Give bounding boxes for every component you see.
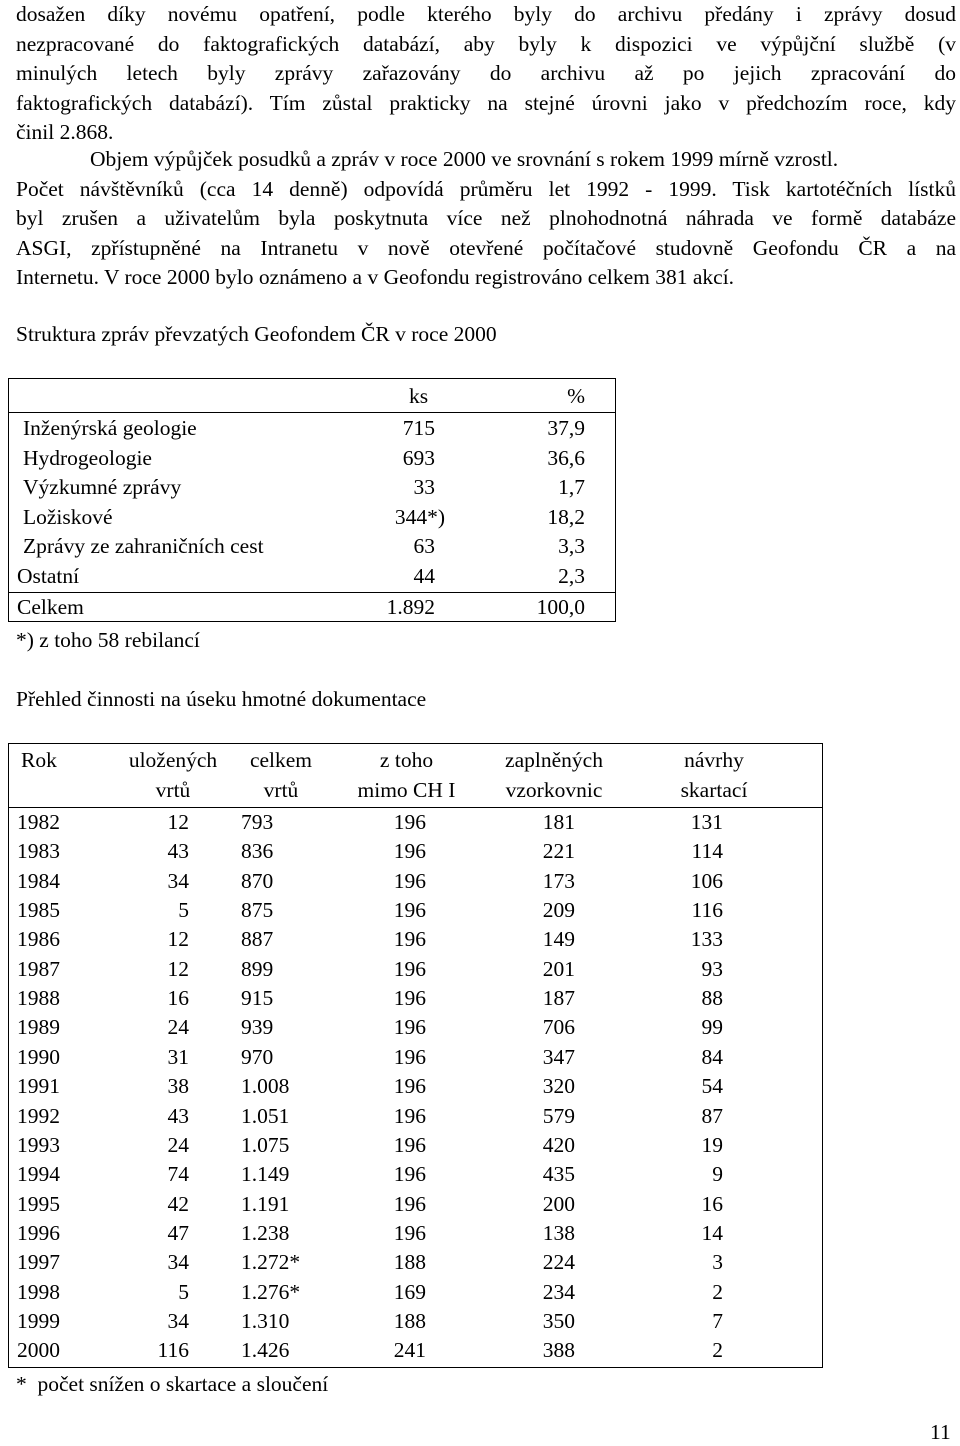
cell-filled: 200	[542, 1191, 575, 1216]
column-header-year: Rok	[21, 748, 57, 772]
cell-filled: 388	[542, 1338, 575, 1363]
cell-total: 836	[241, 839, 274, 864]
cell-year: 1992	[17, 1103, 60, 1128]
cell-year: 1986	[17, 927, 60, 952]
cell-stored: 47	[167, 1220, 189, 1245]
table-row	[9, 1336, 822, 1365]
cell-year: 1996	[17, 1220, 60, 1245]
cell-of-which: 196	[393, 1074, 426, 1099]
row-ks: 344*)	[394, 504, 445, 529]
table-row	[9, 1278, 822, 1307]
table-divider	[9, 412, 615, 413]
cell-year: 1985	[17, 898, 60, 923]
cell-year: 1990	[17, 1044, 60, 1069]
cell-year: 2000	[17, 1338, 60, 1363]
cell-stored: 116	[157, 1338, 189, 1363]
row-name: Ložiskové	[23, 504, 113, 529]
cell-of-which: 196	[393, 1015, 426, 1040]
cell-discard: 54	[701, 1074, 723, 1099]
cell-total: 875	[241, 898, 274, 923]
table-row	[9, 1013, 822, 1042]
cell-year: 1984	[17, 868, 60, 893]
cell-filled: 234	[542, 1279, 575, 1304]
row-name: Ostatní	[17, 563, 80, 588]
cell-discard: 14	[701, 1220, 723, 1245]
column-header-filled: zaplněných	[505, 748, 603, 772]
table1-footnote: *) z toho 58 rebilancí	[16, 628, 200, 652]
cell-filled: 706	[542, 1015, 575, 1040]
cell-year: 1995	[17, 1191, 60, 1216]
cell-discard: 2	[712, 1338, 723, 1363]
column-header-of-which: z toho	[379, 748, 434, 772]
table2-title: Přehled činnosti na úseku hmotné dokumentace	[16, 687, 427, 711]
cell-filled: 221	[542, 839, 575, 864]
cell-total: 1.426	[241, 1338, 290, 1363]
cell-filled: 187	[542, 986, 575, 1011]
cell-of-which: 196	[393, 1191, 426, 1216]
row-ks: 63	[413, 534, 435, 558]
cell-of-which: 196	[393, 986, 426, 1011]
total-name: Celkem	[17, 595, 84, 619]
cell-discard: 2	[712, 1279, 723, 1304]
cell-of-which: 196	[393, 1132, 426, 1157]
table-row	[9, 837, 822, 866]
column-header-of-which-2: mimo CH I	[357, 777, 456, 802]
table-row	[9, 1131, 822, 1160]
table-row	[9, 867, 822, 896]
table-row	[9, 1102, 822, 1131]
table-row	[9, 1307, 822, 1336]
table-row	[9, 1190, 822, 1219]
row-ks: 715	[402, 416, 435, 440]
table1-title: Struktura zpráv převzatých Geofondem ČR v roce 2000	[16, 322, 497, 346]
paragraph-line: minulých letech byly zprávy zařazovány do archivu až po jejich zpracování do	[16, 61, 956, 85]
cell-year: 1988	[17, 986, 60, 1011]
column-header-discard: návrhy	[684, 748, 744, 772]
cell-total: 870	[241, 868, 274, 893]
paragraph-loans	[16, 145, 956, 293]
cell-of-which: 196	[393, 810, 426, 834]
cell-discard: 88	[701, 986, 723, 1011]
cell-discard: 7	[712, 1308, 723, 1333]
cell-stored: 34	[167, 868, 189, 893]
paragraph-line: byl zrušen a uživatelům byla poskytnuta více než plnohodnotná náhrada ve formě databáze	[16, 206, 956, 230]
cell-stored: 31	[167, 1044, 189, 1069]
table-row	[9, 444, 615, 473]
cell-year: 1983	[17, 839, 60, 864]
table-row	[9, 1072, 822, 1101]
paragraph-line: Internetu. V roce 2000 bylo oznámeno a v Geofondu registrováno celkem 381 akcí.	[16, 265, 735, 289]
cell-of-which: 196	[393, 1162, 426, 1187]
cell-year: 1987	[17, 956, 60, 981]
cell-discard: 131	[690, 810, 723, 834]
cell-total: 1.276*	[241, 1279, 301, 1304]
cell-filled: 347	[542, 1044, 575, 1069]
cell-discard: 116	[691, 898, 723, 923]
reports-structure-table	[8, 378, 616, 622]
row-name: Zprávy ze zahraničních cest	[23, 534, 264, 558]
cell-of-which: 196	[393, 1044, 426, 1069]
cell-discard: 133	[690, 927, 723, 952]
cell-of-which: 188	[393, 1250, 426, 1275]
cell-stored: 24	[167, 1015, 189, 1040]
cell-year: 1993	[17, 1132, 60, 1157]
cell-total: 1.075	[241, 1132, 290, 1157]
table-row	[9, 984, 822, 1013]
cell-stored: 34	[167, 1308, 189, 1333]
table-row	[9, 1160, 822, 1189]
cell-of-which: 196	[393, 868, 426, 893]
cell-stored: 43	[167, 839, 189, 864]
cell-total: 887	[241, 927, 274, 952]
cell-filled: 209	[542, 898, 575, 923]
cell-filled: 224	[542, 1250, 575, 1275]
paragraph-line: dosažen díky novému opatření, podle kterého byly do archivu předány i zprávy dosud	[16, 2, 956, 26]
cell-stored: 5	[178, 898, 189, 923]
cell-filled: 149	[542, 927, 575, 952]
cell-of-which: 196	[393, 839, 426, 864]
row-pct: 2,3	[558, 563, 585, 588]
table-row	[9, 473, 615, 502]
cell-total: 1.191	[241, 1191, 290, 1216]
cell-of-which: 196	[393, 927, 426, 952]
material-documentation-table	[8, 743, 823, 1368]
paragraph-line: Počet návštěvníků (cca 14 denně) odpovídá průměru let 1992 - 1999. Tisk kartotéčních lístků	[16, 176, 956, 201]
cell-year: 1998	[17, 1279, 60, 1304]
cell-stored: 34	[167, 1250, 189, 1275]
cell-discard: 114	[691, 839, 723, 864]
cell-year: 1982	[17, 810, 60, 834]
table-row	[9, 955, 822, 984]
cell-discard: 3	[712, 1250, 723, 1275]
column-header-pct: %	[567, 384, 585, 408]
column-header-discard-2: skartací	[680, 777, 748, 802]
cell-stored: 74	[167, 1162, 189, 1187]
paragraph-line: Objem výpůjček posudků a zpráv v roce 2000 ve srovnání s rokem 1999 mírně vzrostl.	[90, 147, 839, 171]
cell-filled: 173	[542, 868, 575, 893]
column-header-total-2: vrtů	[263, 777, 299, 802]
cell-stored: 42	[167, 1191, 189, 1216]
table-row	[9, 1248, 822, 1277]
table-total-row	[9, 593, 615, 622]
paragraph-archive	[16, 0, 956, 148]
row-name: Inženýrská geologie	[23, 416, 197, 440]
cell-of-which: 241	[393, 1338, 426, 1363]
cell-discard: 9	[712, 1162, 723, 1187]
cell-of-which: 196	[393, 898, 426, 923]
cell-of-which: 169	[393, 1279, 426, 1304]
cell-year: 1999	[17, 1308, 60, 1333]
cell-total: 939	[241, 1015, 274, 1040]
cell-stored: 12	[167, 810, 189, 834]
cell-year: 1997	[17, 1250, 60, 1275]
row-pct: 1,7	[558, 475, 585, 499]
cell-of-which: 196	[393, 956, 426, 981]
cell-total: 1.149	[241, 1162, 290, 1187]
cell-discard: 93	[701, 956, 723, 981]
table-row	[9, 1043, 822, 1072]
table-row	[9, 896, 822, 925]
total-pct: 100,0	[536, 595, 585, 619]
table-row	[9, 414, 615, 443]
column-header-filled-2: vzorkovnic	[505, 777, 603, 802]
cell-total: 1.272*	[241, 1250, 301, 1275]
cell-stored: 5	[178, 1279, 189, 1304]
cell-discard: 99	[701, 1015, 723, 1040]
row-pct: 36,6	[547, 445, 585, 470]
cell-of-which: 196	[393, 1103, 426, 1128]
cell-discard: 84	[701, 1044, 723, 1069]
table-row	[9, 562, 615, 591]
cell-stored: 16	[167, 986, 189, 1011]
cell-of-which: 196	[393, 1220, 426, 1245]
cell-year: 1994	[17, 1162, 60, 1187]
page-number: 11	[930, 1420, 951, 1444]
cell-filled: 201	[542, 956, 575, 981]
row-ks: 33	[413, 475, 435, 499]
cell-filled: 350	[542, 1308, 575, 1333]
table-header-row	[9, 382, 615, 411]
paragraph-line: ASGI, zpřístupněné na Intranetu v nově otevřené počítačové studovně Geofondu ČR a na	[16, 235, 956, 260]
cell-year: 1989	[17, 1015, 60, 1040]
cell-filled: 579	[542, 1103, 575, 1128]
table-row	[9, 503, 615, 532]
paragraph-line: činil 2.868.	[16, 120, 114, 144]
cell-discard: 87	[701, 1103, 723, 1128]
paragraph-line: nezpracované do faktografických databází, aby byly k dispozici ve výpůjční službě (v	[16, 31, 956, 56]
cell-filled: 138	[542, 1220, 575, 1245]
paragraph-line: faktografických databází). Tím zůstal prakticky na stejné úrovni jako v předchozím roce, kdy	[16, 90, 956, 115]
cell-total: 970	[241, 1044, 274, 1069]
cell-stored: 43	[167, 1103, 189, 1128]
row-name: Výzkumné zprávy	[23, 475, 182, 499]
cell-total: 1.051	[241, 1103, 290, 1128]
table2-footnote: * počet snížen o skartace a sloučení	[16, 1372, 329, 1396]
table-row	[9, 1219, 822, 1248]
cell-total: 793	[241, 810, 274, 834]
cell-discard: 16	[701, 1191, 723, 1216]
column-header-total: celkem	[249, 748, 313, 772]
cell-total: 1.238	[241, 1220, 290, 1245]
row-ks: 44	[413, 563, 435, 588]
cell-filled: 435	[542, 1162, 575, 1187]
cell-total: 1.008	[241, 1074, 290, 1099]
row-pct: 3,3	[558, 534, 585, 558]
table-row	[9, 925, 822, 954]
column-header-stored: uložených	[128, 748, 218, 772]
row-pct: 18,2	[547, 504, 585, 529]
cell-stored: 12	[167, 927, 189, 952]
column-header-stored-2: vrtů	[155, 777, 191, 802]
row-ks: 693	[402, 445, 435, 470]
cell-of-which: 188	[393, 1308, 426, 1333]
total-ks: 1.892	[386, 595, 435, 619]
row-name: Hydrogeologie	[23, 445, 152, 470]
cell-stored: 12	[167, 956, 189, 981]
cell-filled: 420	[542, 1132, 575, 1157]
cell-year: 1991	[17, 1074, 60, 1099]
cell-total: 899	[241, 956, 274, 981]
cell-filled: 320	[542, 1074, 575, 1099]
cell-discard: 19	[701, 1132, 723, 1157]
column-header-ks: ks	[409, 384, 429, 408]
table-row	[9, 808, 822, 837]
table-row	[9, 532, 615, 561]
cell-stored: 38	[167, 1074, 189, 1099]
cell-stored: 24	[167, 1132, 189, 1157]
cell-discard: 106	[690, 868, 723, 893]
row-pct: 37,9	[547, 416, 585, 440]
cell-total: 1.310	[241, 1308, 290, 1333]
cell-filled: 181	[542, 810, 575, 834]
cell-total: 915	[241, 986, 274, 1011]
